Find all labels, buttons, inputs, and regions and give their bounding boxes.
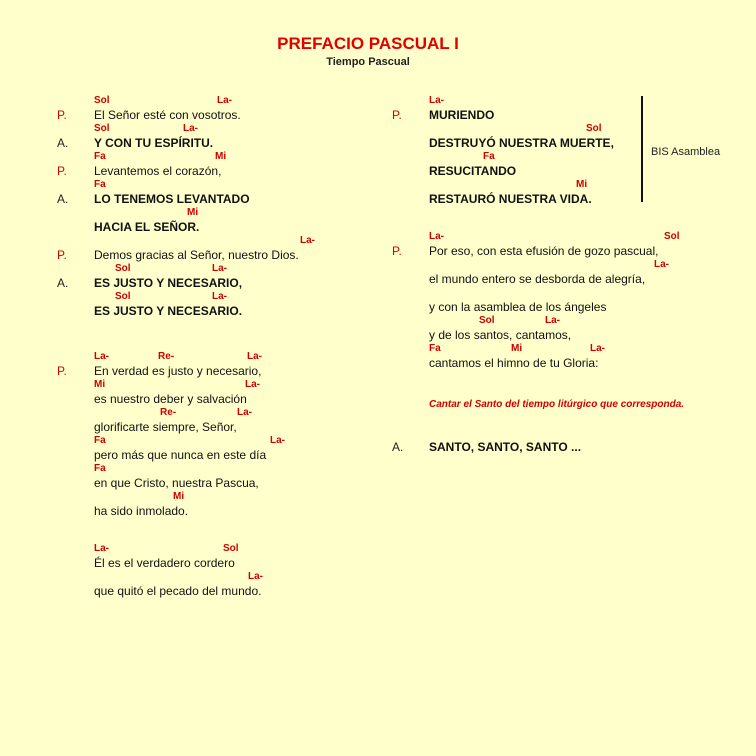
lyric-line: Por eso, con esta efusión de gozo pascual, — [429, 244, 659, 258]
speaker-label: A. — [392, 440, 404, 454]
chord-label: La- — [94, 351, 109, 362]
chord-label: La- — [429, 95, 444, 106]
bis-bracket — [641, 96, 643, 202]
lyric-line: HACIA EL SEÑOR. — [94, 220, 200, 234]
lyric-line: ha sido inmolado. — [94, 504, 189, 518]
chord-label: La- — [248, 571, 263, 582]
speaker-label: A. — [57, 276, 69, 290]
chord-label: Sol — [664, 231, 680, 242]
chord-label: Mi — [187, 207, 199, 218]
lyric-line: ES JUSTO Y NECESARIO, — [94, 276, 243, 290]
lyric-line: cantamos el himno de tu Gloria: — [429, 356, 599, 370]
lyric-line: El Señor esté con vosotros. — [94, 108, 241, 122]
chord-label: La- — [212, 291, 227, 302]
chord-label: Sol — [115, 263, 131, 274]
speaker-label: P. — [57, 108, 67, 122]
chord-label: Fa — [94, 179, 106, 190]
chord-label: Fa — [94, 151, 106, 162]
chord-label: Re- — [160, 407, 177, 418]
lyric-line: En verdad es justo y necesario, — [94, 364, 262, 378]
speaker-label: P. — [57, 248, 67, 262]
lyric-line: que quitó el pecado del mundo. — [94, 584, 262, 598]
chord-label: Fa — [429, 343, 441, 354]
chord-label: Mi — [576, 179, 588, 190]
rubric-note: Cantar el Santo del tiempo litúrgico que corresponda. — [429, 399, 685, 410]
chord-label: Fa — [94, 435, 106, 446]
lyric-line: SANTO, SANTO, SANTO ... — [429, 440, 582, 454]
chord-label: Mi — [94, 379, 106, 390]
lyric-line: Y CON TU ESPÍRITU. — [94, 136, 214, 150]
lyric-line: es nuestro deber y salvación — [94, 392, 247, 406]
chord-label: La- — [94, 543, 109, 554]
lyric-line: Levantemos el corazón, — [94, 164, 222, 178]
chord-label: La- — [654, 259, 669, 270]
speaker-label: P. — [392, 244, 402, 258]
chord-label: La- — [247, 351, 262, 362]
chord-label: La- — [590, 343, 605, 354]
lyric-line: y de los santos, cantamos, — [429, 328, 572, 342]
speaker-label: A. — [57, 136, 69, 150]
chord-label: Fa — [483, 151, 495, 162]
speaker-label: A. — [57, 192, 69, 206]
chord-label: La- — [245, 379, 260, 390]
chord-label: La- — [429, 231, 444, 242]
speaker-label: P. — [57, 364, 67, 378]
speaker-label: P. — [57, 164, 67, 178]
lyric-line: en que Cristo, nuestra Pascua, — [94, 476, 259, 490]
lyric-line: pero más que nunca en este día — [94, 448, 267, 462]
chord-label: La- — [237, 407, 252, 418]
chord-label: Sol — [94, 95, 110, 106]
page-title: PREFACIO PASCUAL I — [277, 34, 459, 53]
lyric-line: y con la asamblea de los ángeles — [429, 300, 607, 314]
page-subtitle: Tiempo Pascual — [326, 56, 410, 68]
speaker-label: P. — [392, 108, 402, 122]
lyric-line: el mundo entero se desborda de alegría, — [429, 272, 646, 286]
lyric-line: Demos gracias al Señor, nuestro Dios. — [94, 248, 299, 262]
chord-label: La- — [545, 315, 560, 326]
lyric-line: Él es el verdadero cordero — [94, 556, 235, 570]
chord-label: La- — [300, 235, 315, 246]
lyric-line: LO TENEMOS LEVANTADO — [94, 192, 250, 206]
chord-label: Sol — [586, 123, 602, 134]
chord-label: La- — [212, 263, 227, 274]
chord-label: Fa — [94, 463, 106, 474]
chord-label: Sol — [94, 123, 110, 134]
chord-label: Sol — [479, 315, 495, 326]
lyric-line: MURIENDO — [429, 108, 495, 122]
chord-label: La- — [217, 95, 232, 106]
chord-label: Sol — [115, 291, 131, 302]
chord-label: Sol — [223, 543, 239, 554]
bis-label: BIS Asamblea — [651, 146, 721, 158]
chord-label: Mi — [173, 491, 185, 502]
lyric-line: glorificarte siempre, Señor, — [94, 420, 237, 434]
lyric-line: DESTRUYÓ NUESTRA MUERTE, — [429, 136, 614, 150]
chord-label: La- — [270, 435, 285, 446]
lyric-line: RESTAURÓ NUESTRA VIDA. — [429, 192, 592, 206]
chord-label: Mi — [511, 343, 523, 354]
chord-label: La- — [183, 123, 198, 134]
chord-label: Mi — [215, 151, 227, 162]
chord-label: Re- — [158, 351, 175, 362]
lyric-line: ES JUSTO Y NECESARIO. — [94, 304, 243, 318]
lyric-line: RESUCITANDO — [429, 164, 517, 178]
